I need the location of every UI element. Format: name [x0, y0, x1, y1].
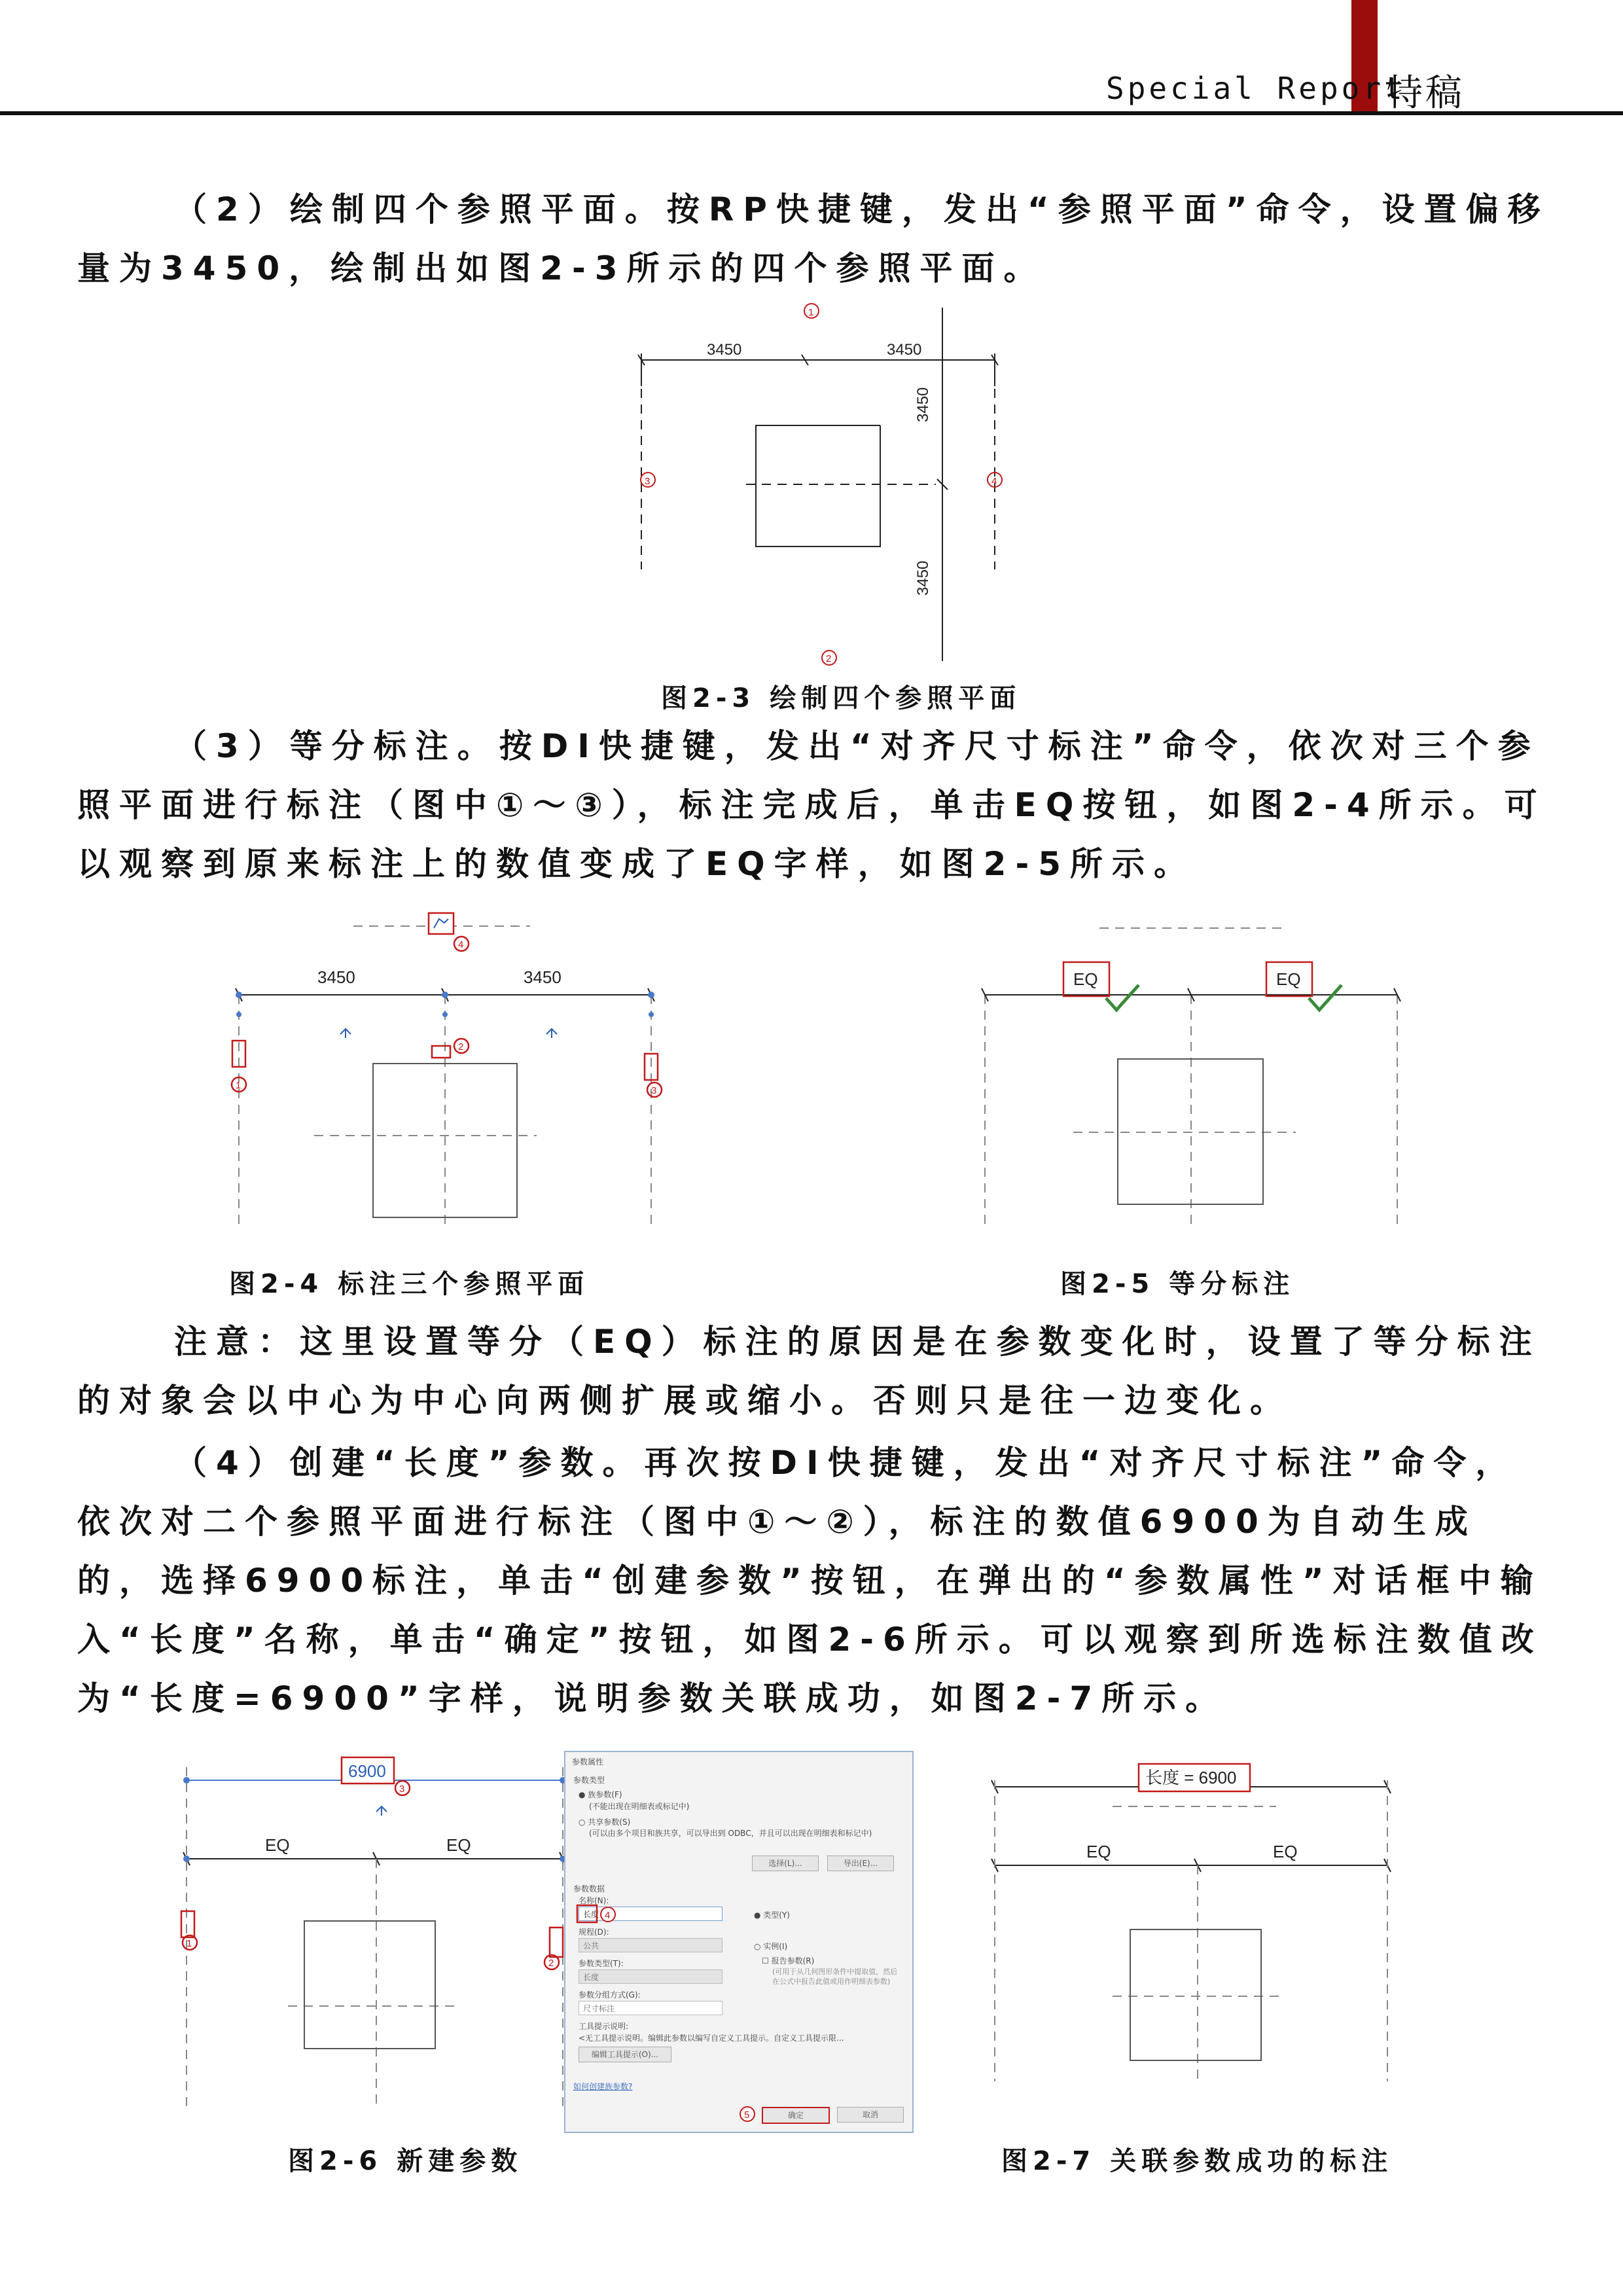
- caption-fig-2-3: 图2-3 绘制四个参照平面: [661, 683, 1022, 713]
- label-parameter-type: 参数类型(T):: [579, 1959, 624, 1968]
- figure-2-4: [216, 903, 713, 1244]
- checkbox-report-parameter[interactable]: ☐ 报告参数(R): [762, 1956, 815, 1965]
- dim-3450-left: 3450: [707, 341, 742, 359]
- family-hint: (不能出现在明细表或标记中): [589, 1802, 690, 1811]
- group-by-select[interactable]: 尺寸标注: [579, 2001, 722, 2015]
- paragraph-step-4: （4）创建“长度”参数。再次按DI快捷键，发出“对齐尺寸标注”命令，依次对二个参照平面进行标注（图中①～②），标注的数值6900为自动生成的，选择6900标注，单击“创建参数”按钮，在弹出的“参数属性”对话框中输入“长度”名称，单击“确定”按钮，如图2-6所示。可以观察到所选标注数值改为“长度=6900”字样，说明参数关联成功，如图2-7所示。: [77, 1444, 1543, 1717]
- dialog-annotations: [565, 1752, 912, 2132]
- report-hint: (可用于从几何图形条件中提取值，然后在公式中报告此值或用作明细表参数): [772, 1967, 898, 1986]
- name-input[interactable]: 长度: [579, 1907, 722, 1921]
- label-discipline: 规程(D):: [579, 1928, 609, 1937]
- eq-label-left: EQ: [1073, 969, 1098, 989]
- figure-2-5: [975, 916, 1420, 1244]
- marker-2: 2: [548, 1958, 554, 1969]
- marker-4: 4: [991, 476, 997, 487]
- parameter-properties-dialog: [564, 1751, 914, 2133]
- dim-3450-vertical-bottom: 3450: [914, 560, 932, 596]
- label-tooltip: 工具提示说明:: [579, 2022, 629, 2031]
- caption-fig-2-7: 图2-7 关联参数成功的标注: [1001, 2146, 1393, 2176]
- figure-2-3: [615, 295, 1021, 668]
- eq-label-left: EQ: [265, 1835, 290, 1855]
- paragraph-step-3: （3）等分标注。按DI快捷键，发出“对齐尺寸标注”命令，依次对三个参照平面进行标注（图中①～③），标注完成后，单击EQ按钮，如图2-4所示。可以观察到原来标注上的数值变成了EQ字样，如图2-5所示。: [77, 727, 1546, 883]
- radio-family-parameter[interactable]: ● 族参数(F): [579, 1790, 622, 1799]
- dim-3450-right: 3450: [524, 967, 562, 987]
- figure-2-7: [982, 1754, 1407, 2094]
- group-parameter-data: 参数数据: [573, 1884, 605, 1893]
- cancel-button[interactable]: 取消: [837, 2107, 904, 2123]
- length-dim-label: 长度 = 6900: [1145, 1768, 1237, 1787]
- svg-text:2: 2: [826, 653, 832, 664]
- marker-5: 5: [744, 2109, 750, 2121]
- marker-1: 1: [236, 1080, 241, 1091]
- header-rule: [0, 111, 1623, 115]
- figure-2-3-marker-2: [819, 648, 839, 668]
- dim-value-6900: 6900: [348, 1761, 386, 1781]
- paragraph-note: 注意：这里设置等分（EQ）标注的原因是在参数变化时，设置了等分标注的对象会以中心为中心向两侧扩展或缩小。否则只是往一边变化。: [77, 1323, 1541, 1420]
- eq-label-left: EQ: [1086, 1842, 1111, 1861]
- marker-1: 1: [187, 1938, 192, 1949]
- parameter-type-select[interactable]: 长度: [579, 1969, 722, 1984]
- paragraph-step-2: （2）绘制四个参照平面。按RP快捷键，发出“参照平面”命令，设置偏移量为3450，绘制出如图2-3所示的四个参照平面。: [77, 190, 1550, 287]
- marker-3: 3: [399, 1784, 405, 1795]
- marker-2: 2: [458, 1041, 464, 1052]
- figure-2-6: [177, 1754, 569, 2108]
- marker-3: 3: [645, 476, 651, 487]
- ok-button[interactable]: 确定: [762, 2107, 830, 2124]
- howto-link[interactable]: 如何创建族参数?: [573, 2082, 633, 2091]
- eq-label-right: EQ: [1273, 1842, 1298, 1861]
- dialog-title: 参数属性: [572, 1757, 604, 1767]
- dim-3450-right: 3450: [887, 341, 922, 359]
- label-name: 名称(N):: [579, 1896, 609, 1905]
- caption-fig-2-4: 图2-4 标注三个参照平面: [229, 1269, 590, 1299]
- eq-label-right: EQ: [446, 1835, 471, 1855]
- dim-3450-left: 3450: [317, 967, 355, 987]
- eq-label-right: EQ: [1276, 969, 1301, 989]
- edit-tooltip-button[interactable]: 编辑工具提示(O)...: [579, 2047, 671, 2062]
- marker-4: 4: [605, 1910, 611, 1921]
- section-label-en: Special Report: [1106, 71, 1406, 106]
- discipline-select[interactable]: 公共: [579, 1938, 722, 1952]
- export-button[interactable]: 导出(E)...: [827, 1856, 894, 1871]
- shared-hint: (可以由多个项目和族共享，可以导出到 ODBC，并且可以出现在明细表和标记中): [589, 1829, 872, 1838]
- marker-3: 3: [651, 1085, 657, 1096]
- check-icon: [1309, 985, 1342, 1010]
- marker-4: 4: [458, 939, 464, 950]
- check-icon: [1106, 985, 1139, 1010]
- radio-type[interactable]: ● 类型(Y): [754, 1910, 790, 1920]
- caption-fig-2-5: 图2-5 等分标注: [1060, 1269, 1295, 1299]
- radio-instance[interactable]: ○ 实例(I): [754, 1942, 788, 1951]
- select-button[interactable]: 选择(L)...: [752, 1856, 819, 1871]
- section-label-cn: 特稿: [1386, 72, 1465, 115]
- caption-fig-2-6: 图2-6 新建参数: [288, 2146, 523, 2176]
- marker-1: 1: [808, 307, 814, 318]
- group-parameter-type: 参数类型: [573, 1776, 605, 1785]
- label-group-by: 参数分组方式(G):: [579, 1990, 641, 2000]
- radio-shared-parameter[interactable]: ○ 共享参数(S): [579, 1818, 631, 1827]
- dim-3450-vertical-top: 3450: [914, 387, 932, 422]
- tooltip-description: <无工具提示说明。编辑此参数以编写自定义工具提示。自定义工具提示限...: [579, 2034, 844, 2043]
